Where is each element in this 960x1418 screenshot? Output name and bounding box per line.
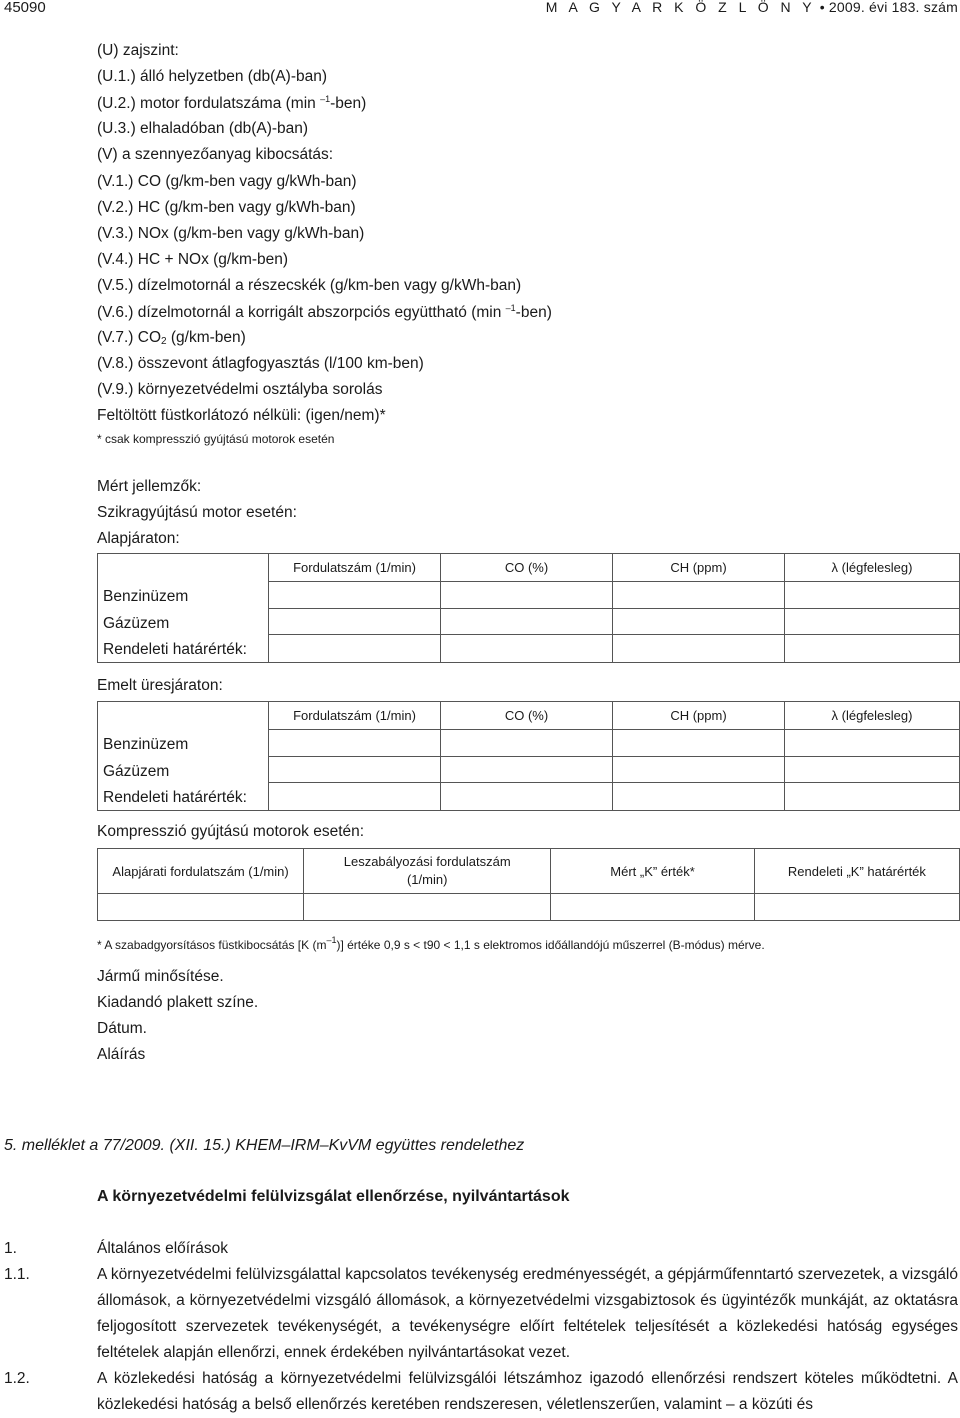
row-label-limit: Rendeleti határérték:	[103, 789, 247, 806]
line-v: (V) a szennyezőanyag kibocsátás:	[97, 146, 334, 163]
line-u2: (U.2.) motor fordulatszáma (min $^{-1}$-ben)	[97, 94, 367, 112]
line-v5: (V.5.) dízelmotornál a részecskék (g/km-ben vagy g/kWh-ban)	[97, 277, 522, 294]
diesel-table	[97, 848, 960, 921]
diesel-header-k-measured: Mért „K” érték*	[551, 849, 755, 894]
annex-title: 5. melléklet a 77/2009. (XII. 15.) KHEM–IRM–KvVM együttes rendelethez	[4, 1137, 525, 1154]
row-label-gaz: Gázüzem	[103, 762, 170, 780]
line-feltoltott: Feltöltött füstkorlátozó nélküli: (igen/nem)*	[97, 407, 386, 424]
signature-label: Aláírás	[97, 1046, 146, 1063]
section-number: 1.	[4, 1240, 17, 1257]
diesel-header-idle-rpm: Alapjárati fordulatszám (1/min)	[98, 849, 304, 894]
line-v9: (V.9.) környezetvédelmi osztályba sorolás	[97, 381, 383, 398]
diesel-header-k-limit: Rendeleti „K” határérték	[754, 849, 959, 894]
row-label-benzin: Benzinüzem	[103, 588, 189, 605]
line-u1: (U.1.) álló helyzetben (db(A)-ban)	[97, 68, 328, 85]
spark-ignition-label: Szikragyújtású motor esetén:	[97, 504, 297, 521]
high-idle-header-lambda: λ (légfelesleg)	[785, 702, 960, 730]
footnote-free-acceleration: * A szabadgyorsításos füstkibocsátás [K $(m^{-1})$] értéke 0,9 s < t90 < 1,1 s elektromos időállandójú műszerrel (B-módus) mérve.	[97, 935, 765, 952]
footnote-compression: * csak kompresszió gyújtású motorok esetén	[97, 432, 335, 446]
line-u: (U) zajszint:	[97, 42, 179, 59]
section-number: 1.2.	[4, 1370, 30, 1387]
date-label: Dátum.	[97, 1020, 147, 1037]
high-idle-header-co: CO (%)	[441, 702, 613, 730]
page-number: 45090	[4, 0, 46, 16]
high-idle-row-labels	[103, 732, 247, 812]
row-label-gaz: Gázüzem	[103, 614, 170, 632]
line-v1: (V.1.) CO (g/km-ben vagy g/kWh-ban)	[97, 173, 357, 190]
row-label-benzin: Benzinüzem	[103, 736, 189, 753]
diesel-header-cutoff-rpm: Leszabályozási fordulatszám (1/min)	[304, 849, 551, 894]
idle-label: Alapjáraton:	[97, 530, 180, 547]
line-v8: (V.8.) összevont átlagfogyasztás (l/100 km-ben)	[97, 355, 424, 372]
section-title: A környezetvédelmi felülvizsgálat ellenőrzése, nyilvántartások	[97, 1188, 570, 1205]
section-heading: Általános előírások	[97, 1240, 228, 1257]
line-u3: (U.3.) elhaladóban (db(A)-ban)	[97, 120, 309, 137]
high-idle-header-rpm: Fordulatszám (1/min)	[269, 702, 441, 730]
idle-header-co: CO (%)	[441, 554, 613, 582]
line-v7: (V.7.) $CO_2$ (g/km-ben)	[97, 329, 246, 347]
measured-title: Mért jellemzők:	[97, 478, 202, 495]
plaque-color: Kiadandó plakett színe.	[97, 994, 259, 1011]
row-label-limit: Rendeleti határérték:	[103, 641, 247, 658]
idle-row-labels	[103, 584, 247, 664]
journal-header: M A G Y A R K Ö Z L Ö N Y • 2009. évi 183. szám	[545, 0, 958, 15]
high-idle-label: Emelt üresjáraton:	[97, 677, 223, 694]
paragraph-1-2: A közlekedési hatóság a környezetvédelmi felülvizsgálói létszámhoz igazodó ellenőrzési rendszert köteles működtetni. A közlekedési hatóság a belső ellenőrzés keretében rendszeresen, véletlenszerűen, valamint – a közúti és	[97, 1370, 958, 1413]
section-number: 1.1.	[4, 1266, 30, 1283]
line-v2: (V.2.) HC (g/km-ben vagy g/kWh-ban)	[97, 199, 356, 216]
idle-header-ch: CH (ppm)	[613, 554, 785, 582]
idle-header-lambda: λ (légfelesleg)	[785, 554, 960, 582]
idle-header-rpm: Fordulatszám (1/min)	[269, 554, 441, 582]
vehicle-rating: Jármű minősítése.	[97, 968, 224, 985]
line-v4: (V.4.) HC + NOx (g/km-ben)	[97, 251, 289, 268]
line-v6: (V.6.) dízelmotornál a korrigált abszorpciós együttható (min $^{-1}$-ben)	[97, 303, 552, 321]
line-v3: (V.3.) NOx (g/km-ben vagy g/kWh-ban)	[97, 225, 365, 242]
compression-label: Kompresszió gyújtású motorok esetén:	[97, 823, 365, 840]
paragraph-1-1: A környezetvédelmi felülvizsgálattal kapcsolatos tevékenység eredményességét, a gépjárműfenntartó szervezetek, a vizsgáló állomások, a környezetvédelmi vizsgáló állomások, a környezetvédelmi vizsgabiztosok és ügyintézők munkáját, az oktatásra feljogosított szervezetek tevékenységét, a tevékenységre előírt feltételek teljesítését a közlekedési hatóság egységes feltételek alapján ellenőrzi, ennek érdekében nyilvántartásokat vezet.	[97, 1266, 958, 1361]
high-idle-header-ch: CH (ppm)	[613, 702, 785, 730]
